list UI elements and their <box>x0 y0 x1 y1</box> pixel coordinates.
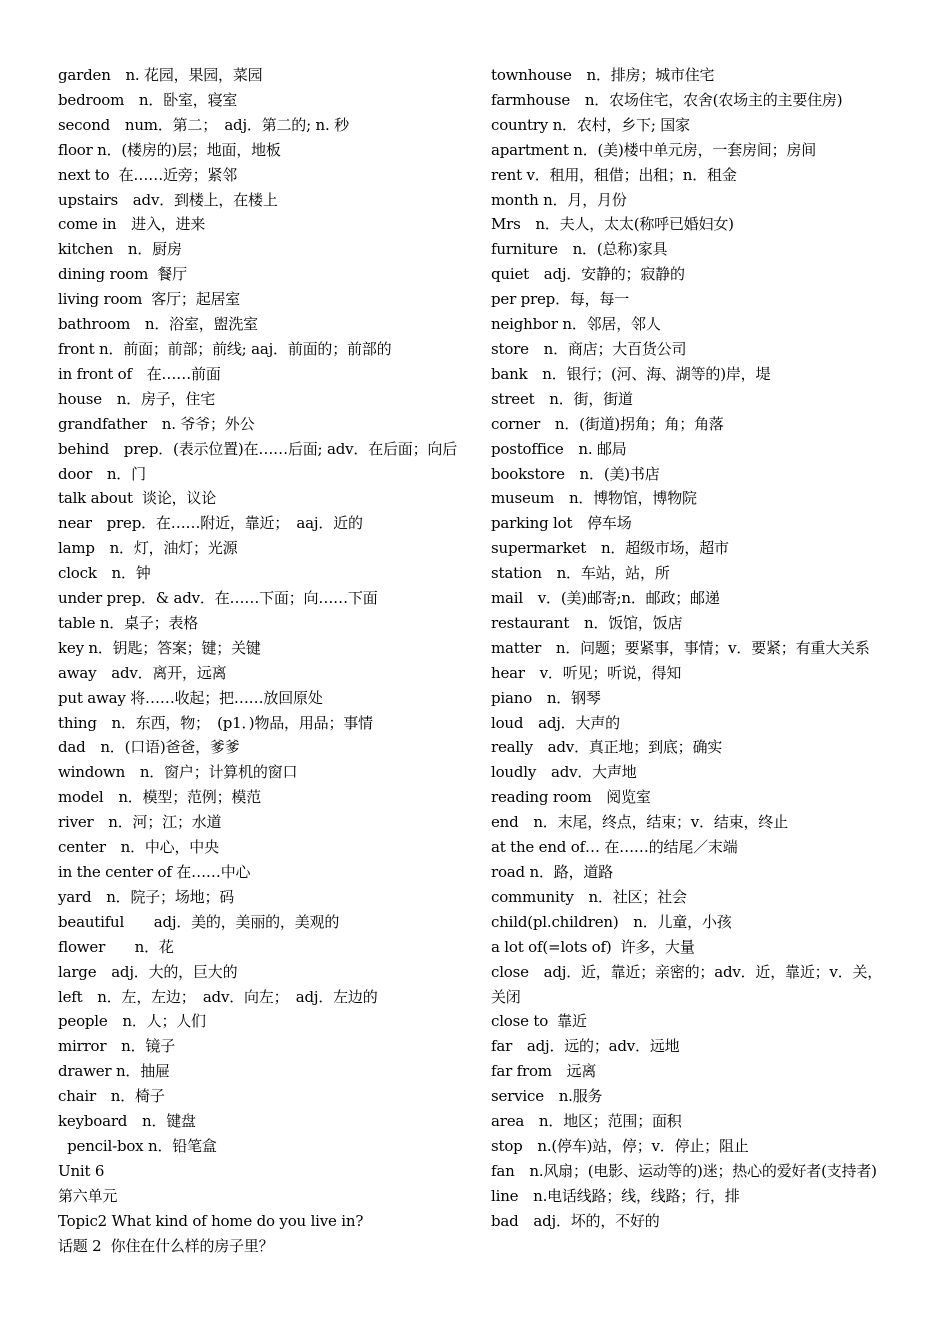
vocab-entry: fan n.风扇；(电影、运动等的)迷；热心的爱好者(支持者) <box>491 1161 877 1180</box>
right-column <box>491 63 893 1234</box>
vocab-entry: in the center of 在……中心 <box>58 863 251 881</box>
vocab-entry: mail v．(美)邮寄;n．邮政；邮递 <box>491 589 720 608</box>
vocab-entry: under prep．& adv．在……下面；向……下面 <box>58 589 378 608</box>
vocab-entry: apartment n．(美)楼中单元房，一套房间；房间 <box>491 140 817 159</box>
vocab-entry: living room 客厅；起居室 <box>58 290 241 309</box>
vocab-entry: area n．地区；范围；面积 <box>491 1112 682 1131</box>
vocab-entry: upstairs adv．到楼上，在楼上 <box>58 190 278 209</box>
vocab-entry: key n．钥匙；答案；键；关键 <box>58 638 261 657</box>
vocab-entry: hear v．听见；听说，得知 <box>491 663 682 682</box>
vocab-entry: restaurant n．饭馆，饭店 <box>491 613 683 632</box>
vocab-entry: in front of 在……前面 <box>58 364 221 383</box>
vocab-entry: come in 进入，进来 <box>58 215 206 234</box>
vocab-entry: end n．末尾，终点，结束；v．结束，终止 <box>491 813 788 832</box>
vocab-entry: large adj．大的，巨大的 <box>58 962 238 981</box>
vocab-entry: a lot of(=lots of) 许多，大量 <box>491 937 695 956</box>
vocab-entry: river n．河；江；水道 <box>58 813 222 832</box>
vocab-entry: away adv．离开，远离 <box>58 663 227 682</box>
vocab-entry: street n．街，街道 <box>491 389 633 408</box>
vocab-entry: country n．农村，乡下; 国家 <box>491 115 690 134</box>
vocab-entry: thing n．东西，物； (p1．)物品，用品；事情 <box>58 713 373 732</box>
vocab-entry: 第六单元 <box>58 1186 118 1205</box>
vocab-entry: house n．房子，住宅 <box>58 389 215 408</box>
vocab-entry: drawer n．抽屉 <box>58 1062 170 1081</box>
vocab-entry: second num．第二； adj．第二的; n. 秒 <box>58 115 349 134</box>
vocab-entry: child(pl.children) n．儿童，小孩 <box>491 912 732 931</box>
vocab-entry: bank n．银行；(河、海、湖等的)岸，堤 <box>491 364 771 383</box>
vocab-entry: left n．左，左边； adv．向左； adj．左边的 <box>58 987 378 1006</box>
vocab-entry: service n.服务 <box>491 1087 603 1106</box>
vocab-entry: Mrs n．夫人，太太(称呼已婚妇女) <box>491 215 734 234</box>
vocab-entry: garden n. 花园，果园，菜园 <box>58 66 263 84</box>
vocab-entry: behind prep．(表示位置)在……后面; adv．在后面；向后 <box>58 439 457 458</box>
vocab-entry: near prep．在……附近，靠近； aaj．近的 <box>58 514 363 533</box>
vocab-entry: far from 远离 <box>491 1062 597 1081</box>
vocab-entry: community n．社区；社会 <box>491 887 687 906</box>
vocab-entry: station n．车站，站，所 <box>491 564 670 583</box>
vocab-entry: per prep．每，每一 <box>491 290 630 309</box>
vocab-entry: store n．商店；大百货公司 <box>491 339 687 358</box>
vocab-entry: dining room 餐厅 <box>58 265 187 284</box>
vocab-entry: road n．路，道路 <box>491 863 613 881</box>
vocab-entry: bookstore n．(美)书店 <box>491 464 660 483</box>
vocab-entry: mirror n．镜子 <box>58 1037 176 1056</box>
vocab-entry: loud adj．大声的 <box>491 713 620 732</box>
vocab-entry: museum n．博物馆，博物院 <box>491 489 697 508</box>
vocab-entry: pencil-box n．铅笔盒 <box>58 1136 217 1155</box>
vocab-entry: 话题 2 你住在什么样的房子里？ <box>58 1236 274 1255</box>
vocab-entry: flower n．花 <box>58 937 174 956</box>
vocab-entry: clock n．钟 <box>58 564 151 583</box>
vocab-entry: stop n.(停车)站，停；v．停止；阻止 <box>491 1136 749 1155</box>
vocab-entry: corner n．(街道)拐角；角；角落 <box>491 414 724 433</box>
vocab-entry: next to 在……近旁；紧邻 <box>58 165 237 184</box>
vocab-entry: really adv．真正地；到底；确实 <box>491 738 723 757</box>
vocab-entry: close adj．近，靠近；亲密的；adv．近，靠近；v．关，关闭 <box>491 962 883 1006</box>
vocab-entry: table n．桌子；表格 <box>58 613 199 632</box>
vocab-entry: line n.电话线路；线，线路；行，排 <box>491 1186 740 1205</box>
vocab-entry: piano n．钢琴 <box>491 688 601 707</box>
vocab-entry: farmhouse n．农场住宅，农舍(农场主的主要住房) <box>491 90 843 109</box>
vocab-entry: postoffice n. 邮局 <box>491 439 627 458</box>
vocab-entry: windown n．窗户；计算机的窗口 <box>58 763 298 782</box>
vocab-entry: townhouse n．排房；城市住宅 <box>491 66 715 84</box>
vocab-entry: put away 将……收起；把……放回原处 <box>58 688 323 707</box>
vocab-entry: dad n．(口语)爸爸，爹爹 <box>58 738 240 757</box>
vocab-entry: rent v．租用，租借；出租；n．租金 <box>491 165 737 184</box>
vocab-entry: yard n．院子；场地；码 <box>58 887 235 906</box>
vocab-entry: matter n．问题；要紧事，事情；v．要紧；有重大关系 <box>491 638 870 657</box>
vocab-entry: center n．中心，中央 <box>58 838 219 857</box>
vocab-entry: bathroom n．浴室，盥洗室 <box>58 315 258 334</box>
vocab-entry: lamp n．灯，油灯；光源 <box>58 539 238 558</box>
vocab-entry: parking lot 停车场 <box>491 514 632 533</box>
vocab-entry: bedroom n．卧室，寝室 <box>58 90 238 109</box>
vocab-entry: door n．门 <box>58 464 146 483</box>
vocab-entry: floor n．(楼房的)层；地面，地板 <box>58 140 281 159</box>
vocab-entry: far adj．远的；adv．远地 <box>491 1037 680 1056</box>
vocab-entry: close to 靠近 <box>491 1012 587 1031</box>
left-column <box>58 63 460 1259</box>
vocab-entry: chair n．椅子 <box>58 1087 165 1106</box>
vocab-entry: model n．模型；范例；模范 <box>58 788 261 807</box>
vocab-entry: bad adj．坏的，不好的 <box>491 1211 660 1230</box>
vocab-entry: loudly adv．大声地 <box>491 763 637 782</box>
vocab-entry: neighbor n．邻居，邻人 <box>491 315 661 334</box>
vocab-entry: at the end of… 在……的结尾／末端 <box>491 838 738 857</box>
vocab-entry: Unit 6 <box>58 1161 105 1180</box>
vocab-entry: supermarket n．超级市场，超市 <box>491 539 729 558</box>
vocab-entry: people n．人；人们 <box>58 1012 206 1031</box>
vocab-entry: Topic2 What kind of home do you live in? <box>58 1211 364 1230</box>
vocab-entry: furniture n．(总称)家具 <box>491 240 668 259</box>
vocab-entry: kitchen n．厨房 <box>58 240 182 259</box>
vocab-entry: month n．月，月份 <box>491 190 627 209</box>
vocab-entry: keyboard n．键盘 <box>58 1112 196 1131</box>
vocab-entry: reading room 阅览室 <box>491 788 651 807</box>
vocab-entry: grandfather n. 爷爷；外公 <box>58 414 255 433</box>
vocab-entry: talk about 谈论，议论 <box>58 489 217 508</box>
vocab-entry: beautiful adj．美的，美丽的，美观的 <box>58 912 340 931</box>
vocab-entry: front n．前面；前部；前线; aaj．前面的；前部的 <box>58 339 392 358</box>
vocab-entry: quiet adj．安静的；寂静的 <box>491 265 685 284</box>
